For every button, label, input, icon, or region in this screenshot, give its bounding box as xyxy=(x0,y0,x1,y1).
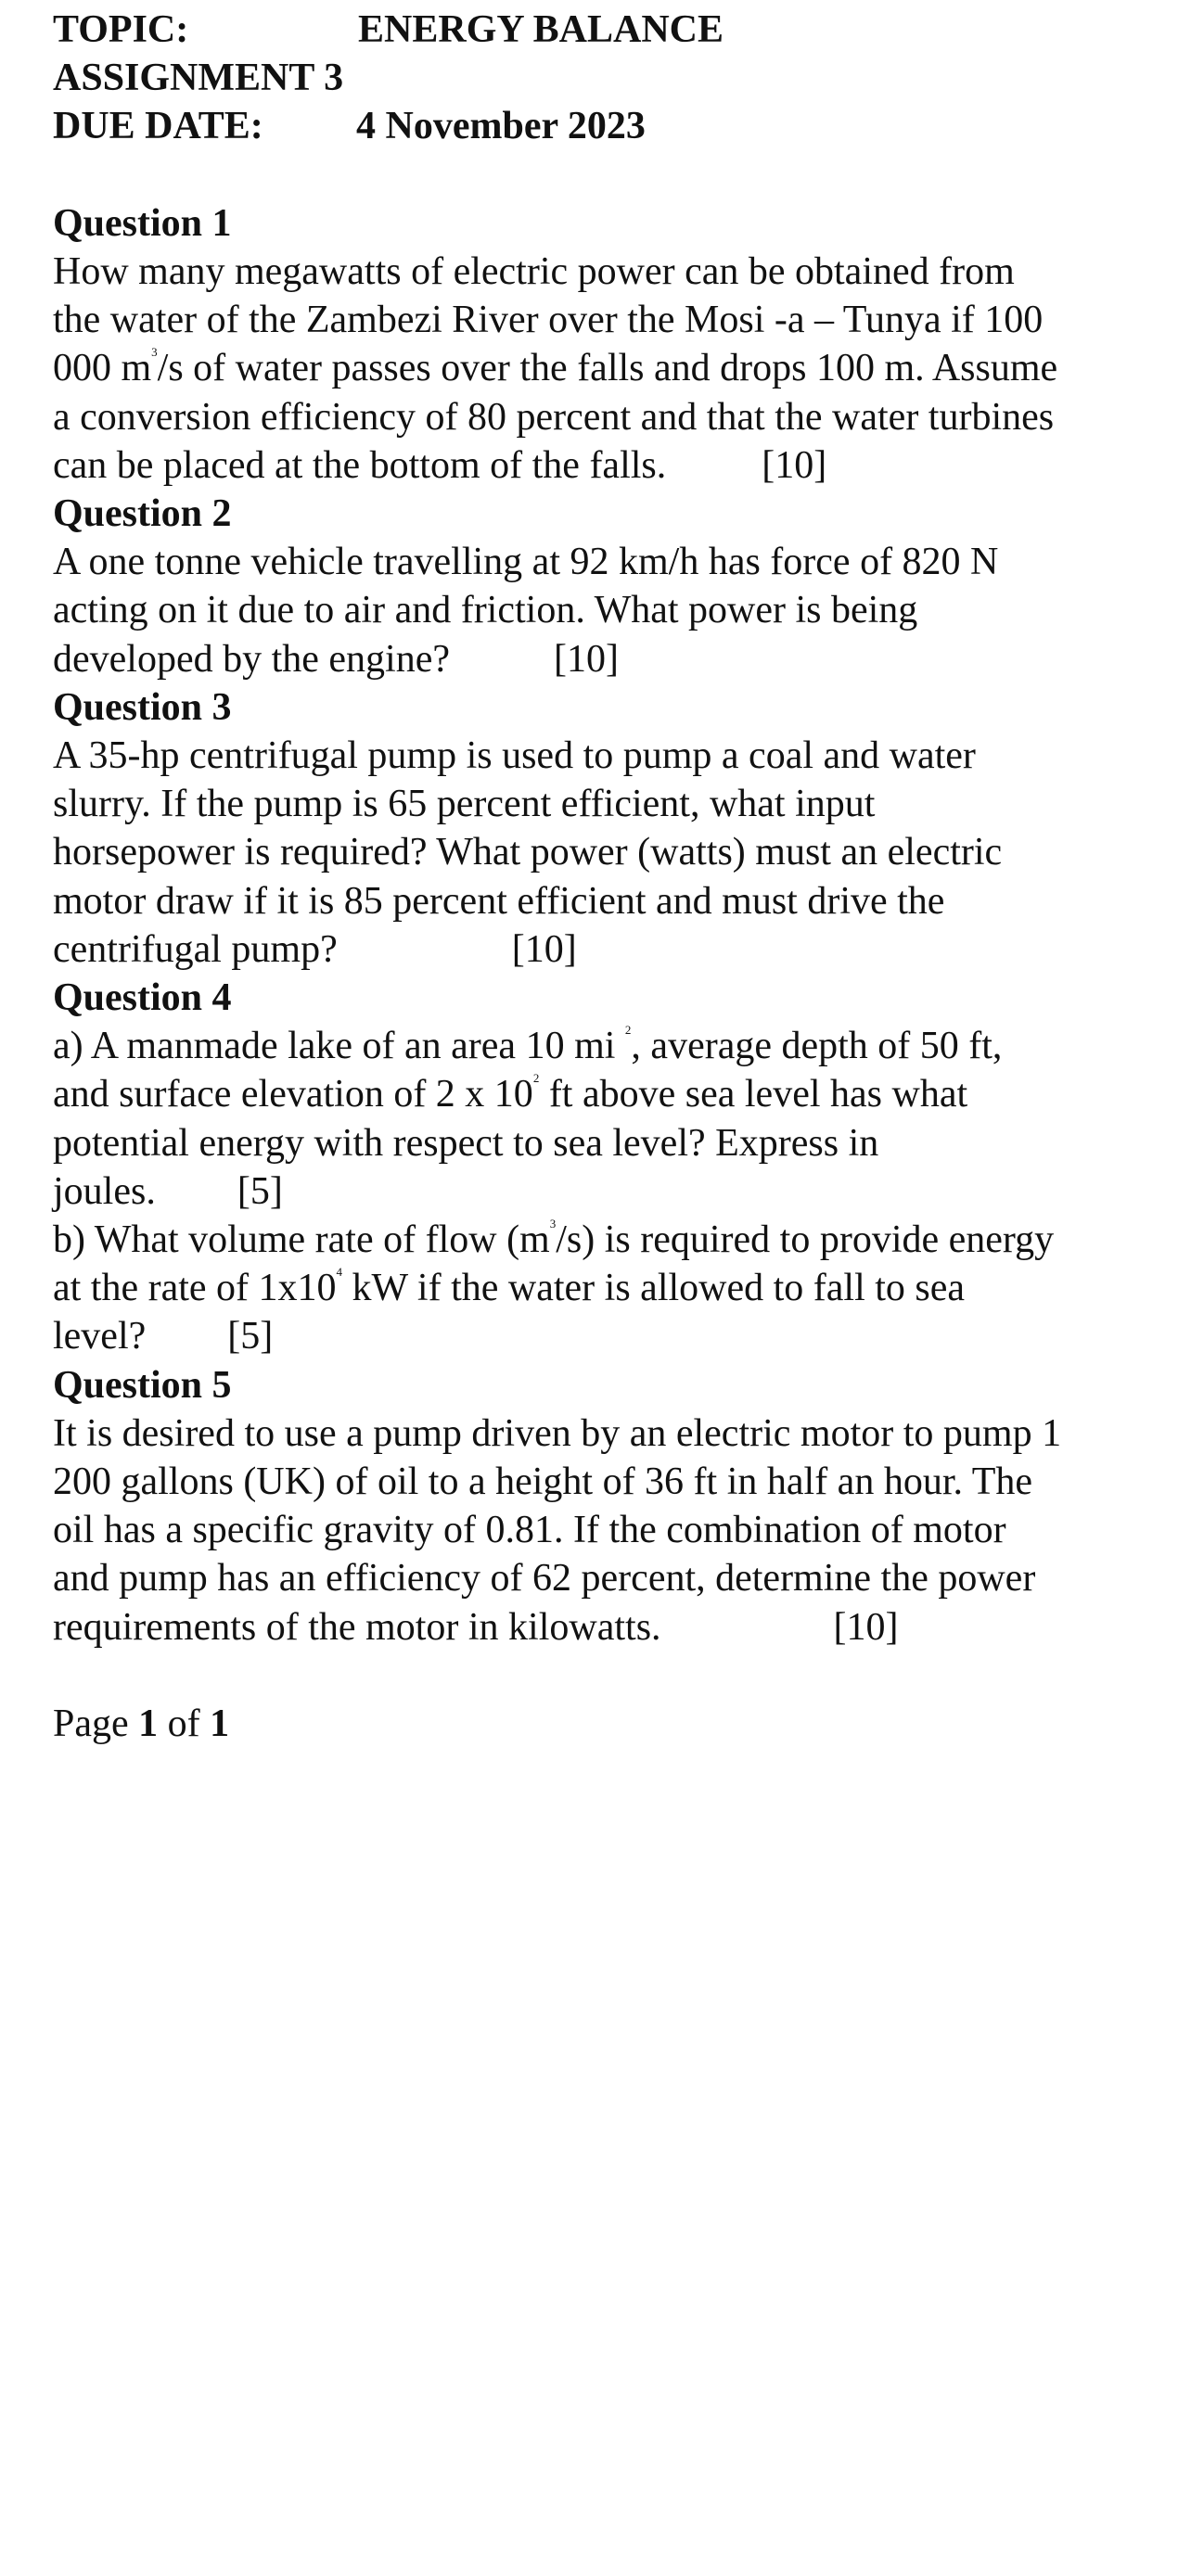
question-4b-line xyxy=(53,1312,1147,1360)
page-number-footer xyxy=(53,1700,1147,1748)
question-3-line xyxy=(53,925,1147,974)
question-2-line: A one tonne vehicle travelling at 92 km/h has force of 820 N xyxy=(53,541,999,584)
question-5-text: requirements of the motor in kilowatts. xyxy=(53,1605,661,1649)
question-2-title: Question 2 xyxy=(53,492,232,536)
question-1-line: a conversion efficiency of 80 percent and that the water turbines xyxy=(53,395,1055,439)
question-2-line: acting on it due to air and friction. What power is being xyxy=(53,589,918,632)
question-4b-text: level? xyxy=(53,1315,147,1358)
question-1-text: 000 m xyxy=(53,347,152,390)
question-3-text: centrifugal pump? xyxy=(53,927,338,971)
question-4b-text: at the rate of 1x10 xyxy=(53,1267,337,1310)
page-word: Page xyxy=(53,1702,129,1746)
question-5-marks: [10] xyxy=(833,1605,899,1649)
question-1-line: the water of the Zambezi River over the Mosi -a – Tunya if 100 xyxy=(53,299,1044,342)
question-4a-line xyxy=(53,1167,1147,1216)
question-3-line: A 35-hp centrifugal pump is used to pump a coal and water xyxy=(53,734,976,778)
question-1-line xyxy=(53,441,1147,490)
question-1-text: can be placed at the bottom of the falls. xyxy=(53,443,667,487)
topic-line xyxy=(53,6,1147,54)
superscript: 3 xyxy=(151,345,158,360)
question-4b-marks: [5] xyxy=(227,1315,274,1358)
superscript: 2 xyxy=(532,1071,540,1086)
question-5-title: Question 5 xyxy=(53,1363,232,1407)
due-date-value: 4 November 2023 xyxy=(356,105,646,148)
question-4a-text: and surface elevation of 2 x 10 xyxy=(53,1073,533,1116)
question-4b-line xyxy=(53,1216,1147,1264)
due-date-label: DUE DATE: xyxy=(53,105,263,148)
question-4b-line xyxy=(53,1264,1147,1312)
topic-value: ENERGY BALANCE xyxy=(358,8,724,51)
superscript: 4 xyxy=(336,1265,343,1280)
question-1-title: Question 1 xyxy=(53,201,232,245)
due-date-line xyxy=(53,102,1147,150)
question-5-line: oil has a specific gravity of 0.81. If the combination of motor xyxy=(53,1509,1006,1552)
question-4b-text: kW if the water is allowed to fall to sea xyxy=(342,1267,966,1310)
question-4a-marks: [5] xyxy=(237,1169,283,1213)
question-1-line: How many megawatts of electric power can be obtained from xyxy=(53,250,1015,293)
of-word: of xyxy=(167,1702,200,1746)
assignment-line: ASSIGNMENT 3 xyxy=(53,57,344,100)
question-5-line: 200 gallons (UK) of oil to a height of 36 ft in half an hour. The xyxy=(53,1460,1033,1504)
superscript: 2 xyxy=(624,1023,632,1038)
question-4a-line xyxy=(53,1022,1147,1070)
question-2-marks: [10] xyxy=(554,637,619,681)
question-4a-text: joules. xyxy=(53,1169,156,1213)
question-5-line: and pump has an efficiency of 62 percent, determine the power xyxy=(53,1557,1036,1600)
question-3-marks: [10] xyxy=(511,927,577,971)
question-3-line: horsepower is required? What power (watts) must an electric xyxy=(53,831,1003,874)
question-3-line: slurry. If the pump is 65 percent efficient, what input xyxy=(53,783,876,826)
question-3-line: motor draw if it is 85 percent efficient and must drive the xyxy=(53,879,945,923)
question-4a-text: ft above sea level has what xyxy=(539,1073,968,1116)
question-2-line xyxy=(53,635,1147,683)
superscript: 3 xyxy=(549,1217,557,1231)
question-3-title: Question 3 xyxy=(53,685,232,729)
question-5-line xyxy=(53,1603,1147,1651)
spacer xyxy=(53,151,1147,199)
question-4a-line: potential energy with respect to sea level? Express in xyxy=(53,1121,879,1165)
question-4a-text: a) A manmade lake of an area 10 mi xyxy=(53,1025,625,1068)
topic-label: TOPIC: xyxy=(53,8,189,51)
assignment-document xyxy=(53,6,1147,1748)
question-4b-text: /s) is required to provide energy xyxy=(556,1218,1055,1262)
spacer xyxy=(53,1651,1147,1700)
question-4a-line xyxy=(53,1070,1147,1118)
page-total: 1 xyxy=(210,1702,230,1746)
question-1-text: /s of water passes over the falls and drops 100 m. Assume xyxy=(157,347,1058,390)
question-5-line: It is desired to use a pump driven by an electric motor to pump 1 xyxy=(53,1411,1062,1455)
question-1-marks: [10] xyxy=(762,443,827,487)
question-2-text: developed by the engine? xyxy=(53,637,450,681)
question-4a-text: , average depth of 50 ft, xyxy=(631,1025,1003,1068)
question-4-title: Question 4 xyxy=(53,976,232,1020)
page-number: 1 xyxy=(138,1702,159,1746)
question-1-line xyxy=(53,344,1147,392)
question-4b-text: b) What volume rate of flow (m xyxy=(53,1218,550,1262)
